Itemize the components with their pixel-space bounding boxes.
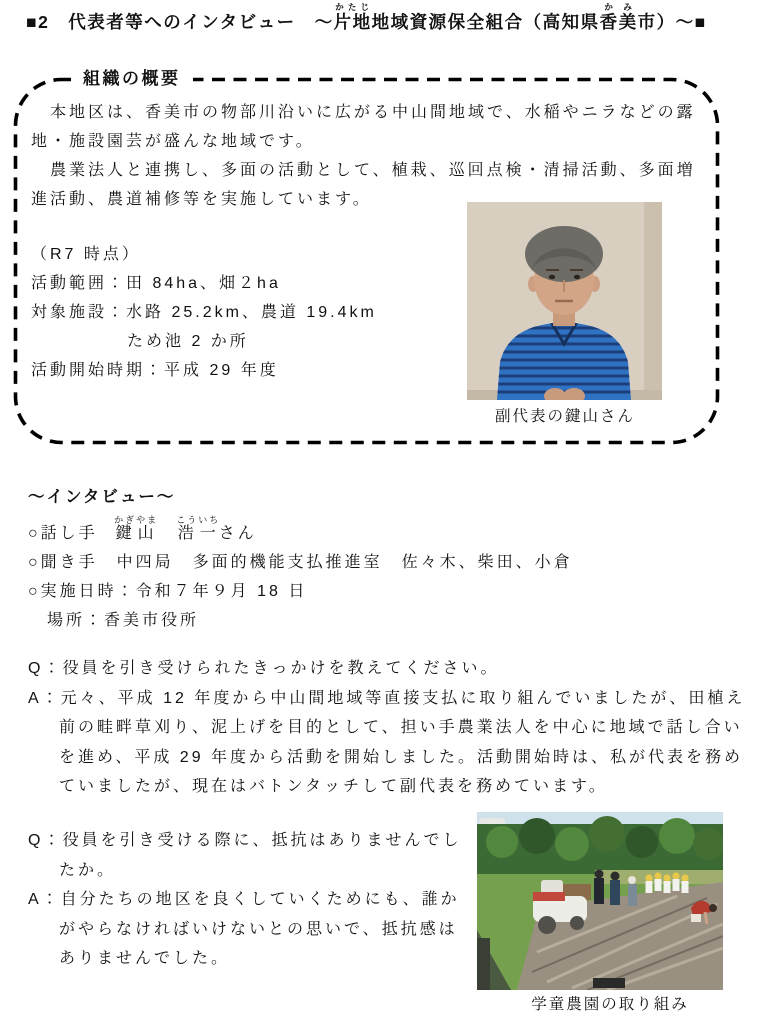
- interview-listeners: ○聞き手 中四局 多面的機能支払推進室 佐々木、柴田、小倉: [28, 554, 573, 571]
- portrait-caption: 副代表の鍵山さん: [494, 408, 635, 425]
- stats-facilities-2: ため池 2 か所: [127, 333, 249, 350]
- vice-representative-photo: [467, 202, 662, 400]
- answer-1: A：元々、平成 12 年度から中山間地域等直接支払に取り組んでいましたが、田植え前の畦畔草刈り、泥上げを目的として、担い手農業法人を中心に地域で話し合いを進め、平成 29 年度から活動を開始しました。活動開始時は、私が代表を務めていましたが、現在はバトンタッチして副代表を務めています。: [28, 689, 746, 795]
- title-ruby-kami: 香美かみ: [599, 2, 638, 32]
- page-title: [26, 2, 766, 32]
- title-part2: 地域資源保全組合（高知県: [371, 12, 600, 32]
- interview-date: ○実施日時：令和７年９月 18 日: [28, 583, 308, 600]
- school-farm-photo: [477, 812, 723, 990]
- stats-activity-range: 活動範囲：田 84ha、畑２ha: [31, 275, 281, 292]
- stats-facilities: 対象施設：水路 25.2km、農道 19.4km: [31, 304, 377, 321]
- overview-box-label: 組織の概要: [71, 64, 193, 89]
- field-photo-caption: 学童農園の取り組み: [531, 996, 689, 1013]
- interview-speaker: ○話し手 鍵山かぎやま浩一こういちさん: [28, 515, 257, 542]
- overview-paragraph-1: 本地区は、香美市の物部川沿いに広がる中山間地域で、水稲やニラなどの露地・施設園芸が盛んな地域です。: [31, 104, 696, 150]
- speaker-surname: 鍵山かぎやま: [114, 515, 159, 542]
- portrait-illustration: [467, 202, 662, 400]
- field-illustration: [477, 812, 723, 990]
- stats-start-period: 活動開始時期：平成 29 年度: [31, 362, 279, 379]
- answer-2: A：自分たちの地区を良くしていくためにも、誰かがやらなければいけないとの思いで、抵抗感はありませんでした。: [28, 891, 460, 967]
- title-part1: ■2 代表者等へのインタビュー ～: [26, 12, 334, 32]
- overview-stats: [31, 240, 461, 385]
- interview-info: [28, 483, 758, 635]
- qa-block-2: [28, 826, 476, 974]
- interview-heading: ～インタビュー～: [28, 488, 176, 506]
- question-2: Q：役員を引き受ける際に、抵抗はありませんでしたか。: [28, 832, 462, 879]
- title-part3: 市）～■: [637, 12, 707, 32]
- qa-block-1: [28, 654, 757, 802]
- question-1: Q：役員を引き受けられたきっかけを教えてください。: [28, 660, 500, 677]
- speaker-firstname: 浩一こういち: [176, 515, 221, 542]
- title-ruby-kataji: 片地かたじ: [333, 2, 372, 32]
- overview-paragraph-2: 農業法人と連携し、多面の活動として、植栽、巡回点検・清掃活動、多面増進活動、農道補修等を実施しています。: [31, 162, 696, 208]
- interview-place: 場所：香美市役所: [28, 612, 200, 629]
- stats-asof: （R7 時点）: [31, 246, 141, 263]
